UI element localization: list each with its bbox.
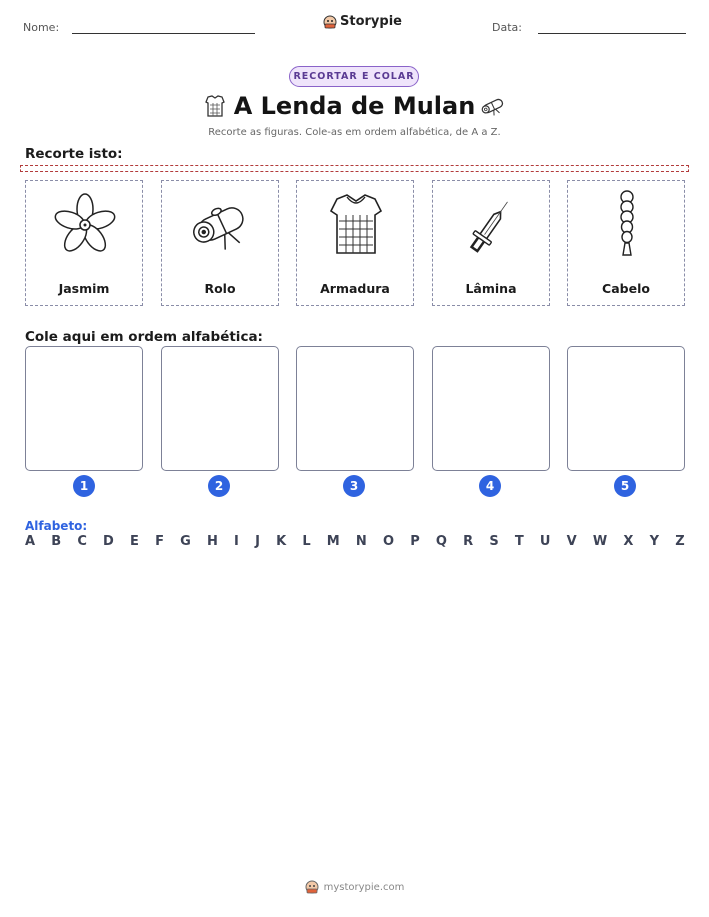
slot-number-badge: 2 (208, 475, 230, 497)
alphabet-letter: B (51, 534, 62, 549)
alphabet-letter: R (463, 534, 474, 549)
storypie-mascot-icon (323, 15, 337, 29)
blade-icon (457, 189, 527, 259)
activity-badge: RECORTAR E COLAR (289, 66, 419, 87)
scroll-icon (186, 189, 256, 259)
armor-icon (321, 189, 391, 259)
cut-section-label: Recorte isto: (25, 146, 123, 162)
braid-icon (592, 189, 662, 259)
alphabet-letter: N (355, 534, 367, 549)
alphabet-letter: P (410, 534, 420, 549)
paste-slot[interactable] (432, 346, 550, 471)
cut-card-cabelo[interactable] (567, 180, 685, 306)
alphabet-letter: D (103, 534, 114, 549)
alphabet-letter: T (514, 534, 524, 549)
cut-card-lamina[interactable] (432, 180, 550, 306)
alphabet-letter: Z (675, 534, 685, 549)
cut-line (20, 165, 689, 172)
alphabet-letter: E (130, 534, 139, 549)
alphabet-letter: G (180, 534, 191, 549)
paste-slot[interactable] (25, 346, 143, 471)
alphabet-letter: A (25, 534, 36, 549)
slot-number-badge: 3 (343, 475, 365, 497)
slot-number-badge: 1 (73, 475, 95, 497)
alphabet-letter: F (155, 534, 164, 549)
alphabet-letter: U (539, 534, 551, 549)
alphabet-letter: L (302, 534, 311, 549)
date-line[interactable] (538, 33, 686, 34)
footer-url[interactable]: mystorypie.com (323, 881, 405, 893)
alphabet-letter: H (206, 534, 218, 549)
alphabet-letter: J (255, 534, 260, 549)
alphabet-letter: Q (435, 534, 447, 549)
alphabet-letter: V (566, 534, 577, 549)
alphabet-letter: M (326, 534, 340, 549)
brand-name: Storypie (340, 14, 402, 29)
jasmine-flower-icon (50, 189, 120, 259)
paste-section-label: Cole aqui em ordem alfabética: (25, 329, 263, 345)
scroll-icon (478, 93, 508, 119)
paste-slot[interactable] (161, 346, 279, 471)
footer (0, 880, 709, 894)
page-title: A Lenda de Mulan (233, 92, 476, 120)
card-label: Jasmim (58, 281, 110, 296)
paste-slot[interactable] (296, 346, 414, 471)
alphabet-letter: S (489, 534, 499, 549)
slot-number-badge: 5 (614, 475, 636, 497)
alphabet-letter: K (276, 534, 287, 549)
name-line[interactable] (72, 33, 255, 34)
cut-card-armadura[interactable] (296, 180, 414, 306)
alphabet-letter: I (234, 534, 239, 549)
alphabet-row (25, 534, 685, 549)
alphabet-letter: O (382, 534, 395, 549)
storypie-mascot-icon (305, 880, 319, 894)
date-label: Data: (492, 21, 522, 34)
alphabet-letter: C (77, 534, 87, 549)
paste-slot[interactable] (567, 346, 685, 471)
alphabet-letter: W (592, 534, 608, 549)
card-label: Cabelo (602, 281, 650, 296)
name-label: Nome: (23, 21, 60, 34)
slot-number-badge: 4 (479, 475, 501, 497)
alphabet-letter: Y (649, 534, 660, 549)
alphabet-label: Alfabeto: (25, 519, 88, 533)
brand-logo (323, 14, 402, 29)
alphabet-letter: X (623, 534, 634, 549)
cut-card-jasmim[interactable] (25, 180, 143, 306)
instructions: Recorte as figuras. Cole-as em ordem alfabética, de A a Z. (208, 127, 501, 138)
card-label: Armadura (320, 281, 390, 296)
card-label: Rolo (204, 281, 236, 296)
cut-card-rolo[interactable] (161, 180, 279, 306)
card-label: Lâmina (465, 281, 517, 296)
